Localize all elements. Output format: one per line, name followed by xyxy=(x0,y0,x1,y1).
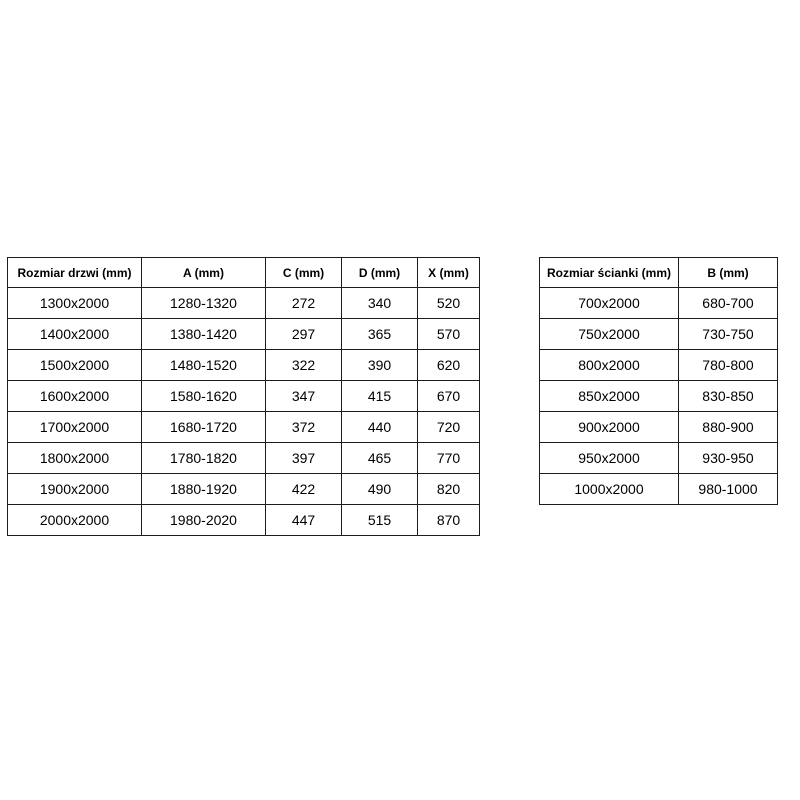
table-cell: 820 xyxy=(418,474,480,505)
table-cell: 1380-1420 xyxy=(142,319,266,350)
table-row xyxy=(540,443,778,474)
table-cell: 2000x2000 xyxy=(8,505,142,536)
table-row xyxy=(8,474,480,505)
table-row xyxy=(540,288,778,319)
table-row xyxy=(540,412,778,443)
table-cell: 1700x2000 xyxy=(8,412,142,443)
door-sizes-table-header xyxy=(8,258,480,288)
table-cell: 372 xyxy=(266,412,342,443)
table-cell: 770 xyxy=(418,443,480,474)
table-cell: 570 xyxy=(418,319,480,350)
table-cell: 422 xyxy=(266,474,342,505)
table-cell: 800x2000 xyxy=(540,350,679,381)
table-cell: 1880-1920 xyxy=(142,474,266,505)
column-header: B (mm) xyxy=(679,258,778,288)
table-cell: 830-850 xyxy=(679,381,778,412)
table-row xyxy=(8,412,480,443)
table-cell: 322 xyxy=(266,350,342,381)
column-header: C (mm) xyxy=(266,258,342,288)
table-cell: 440 xyxy=(342,412,418,443)
table-cell: 1280-1320 xyxy=(142,288,266,319)
header-row xyxy=(540,258,778,288)
table-cell: 680-700 xyxy=(679,288,778,319)
table-row xyxy=(540,381,778,412)
table-cell: 930-950 xyxy=(679,443,778,474)
table-cell: 1780-1820 xyxy=(142,443,266,474)
table-cell: 1580-1620 xyxy=(142,381,266,412)
table-cell: 447 xyxy=(266,505,342,536)
table-row xyxy=(8,381,480,412)
table-cell: 465 xyxy=(342,443,418,474)
door-sizes-table xyxy=(7,257,480,536)
table-cell: 1300x2000 xyxy=(8,288,142,319)
table-row xyxy=(8,319,480,350)
table-cell: 415 xyxy=(342,381,418,412)
table-cell: 1000x2000 xyxy=(540,474,679,505)
wall-sizes-table-body xyxy=(540,288,778,505)
table-cell: 397 xyxy=(266,443,342,474)
door-sizes-table-body xyxy=(8,288,480,536)
table-cell: 1600x2000 xyxy=(8,381,142,412)
table-cell: 870 xyxy=(418,505,480,536)
column-header: D (mm) xyxy=(342,258,418,288)
table-cell: 1680-1720 xyxy=(142,412,266,443)
table-cell: 700x2000 xyxy=(540,288,679,319)
column-header: Rozmiar ścianki (mm) xyxy=(540,258,679,288)
header-row xyxy=(8,258,480,288)
table-cell: 780-800 xyxy=(679,350,778,381)
column-header: A (mm) xyxy=(142,258,266,288)
table-cell: 900x2000 xyxy=(540,412,679,443)
table-row xyxy=(540,350,778,381)
column-header: Rozmiar drzwi (mm) xyxy=(8,258,142,288)
table-row xyxy=(8,443,480,474)
table-cell: 340 xyxy=(342,288,418,319)
table-cell: 520 xyxy=(418,288,480,319)
table-row xyxy=(8,350,480,381)
table-row xyxy=(8,505,480,536)
table-cell: 490 xyxy=(342,474,418,505)
table-cell: 347 xyxy=(266,381,342,412)
table-cell: 297 xyxy=(266,319,342,350)
table-cell: 670 xyxy=(418,381,480,412)
table-cell: 515 xyxy=(342,505,418,536)
table-cell: 750x2000 xyxy=(540,319,679,350)
table-cell: 272 xyxy=(266,288,342,319)
table-cell: 880-900 xyxy=(679,412,778,443)
table-row xyxy=(8,288,480,319)
table-cell: 390 xyxy=(342,350,418,381)
table-cell: 1400x2000 xyxy=(8,319,142,350)
wall-sizes-table-header xyxy=(540,258,778,288)
table-cell: 365 xyxy=(342,319,418,350)
table-row xyxy=(540,319,778,350)
wall-sizes-table xyxy=(539,257,778,505)
table-cell: 1980-2020 xyxy=(142,505,266,536)
table-cell: 1500x2000 xyxy=(8,350,142,381)
table-cell: 620 xyxy=(418,350,480,381)
table-cell: 850x2000 xyxy=(540,381,679,412)
table-cell: 980-1000 xyxy=(679,474,778,505)
table-cell: 720 xyxy=(418,412,480,443)
table-cell: 1900x2000 xyxy=(8,474,142,505)
table-cell: 950x2000 xyxy=(540,443,679,474)
column-header: X (mm) xyxy=(418,258,480,288)
table-cell: 730-750 xyxy=(679,319,778,350)
table-cell: 1480-1520 xyxy=(142,350,266,381)
table-row xyxy=(540,474,778,505)
table-cell: 1800x2000 xyxy=(8,443,142,474)
